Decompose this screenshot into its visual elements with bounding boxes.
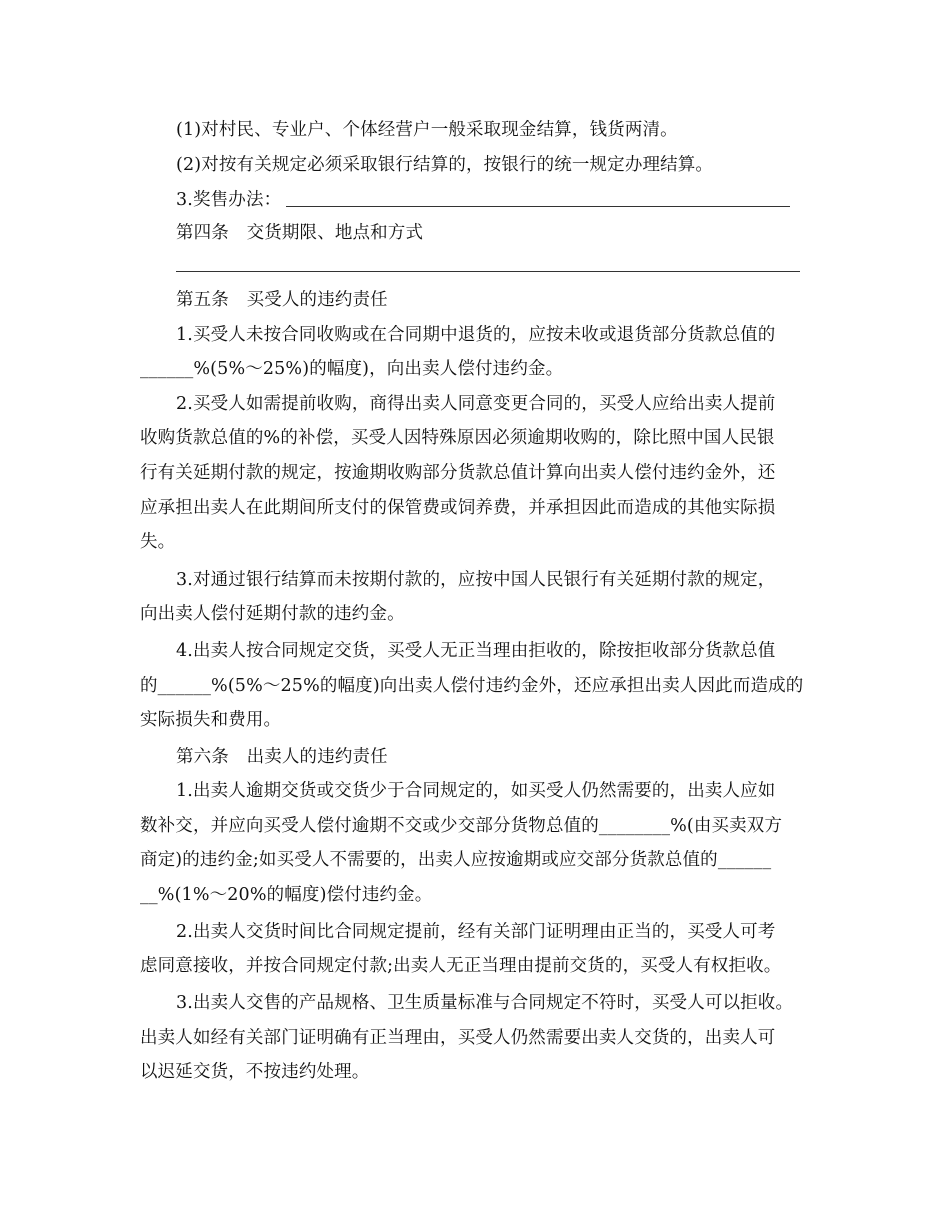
text-line: 2.出卖人交货时间比合同规定提前，经有关部门证明理由正当的，买受人可考: [176, 922, 776, 942]
text-line: 失。: [140, 532, 176, 552]
text-line: 虑同意接收，并按合同规定付款;出卖人无正当理由提前交货的，买受人有权拒收。: [140, 956, 782, 976]
text-line: 行有关延期付款的规定，按逾期收购部分货款总值计算向出卖人偿付违约金外，还: [140, 463, 776, 483]
text-line: 应承担出卖人在此期间所支付的保管费或饲养费，并承担因此而造成的其他实际损: [140, 498, 776, 518]
text-line: 商定)的违约金;如买受人不需要的，出卖人应按逾期或应交部分货款总值的______: [140, 850, 772, 870]
text-line: 以迟延交货，不按违约处理。: [140, 1062, 370, 1082]
text-line: 的______%(5%～25%的幅度)向出卖人偿付违约金外，还应承担出卖人因此而造成的: [140, 676, 804, 696]
text-line: 实际损失和费用。: [140, 710, 282, 730]
text-line: (1)对村民、专业户、个体经营户一般采取现金结算，钱货两清。: [176, 120, 678, 140]
section-heading: 第五条 买受人的违约责任: [176, 290, 388, 310]
text-line: 1.买受人未按合同收购或在合同期中退货的，应按未收或退货部分货款总值的: [176, 325, 776, 345]
text-line: 3.对通过银行结算而未按期付款的，应按中国人民银行有关延期付款的规定，: [176, 570, 776, 590]
section-heading: 第六条 出卖人的违约责任: [176, 747, 388, 767]
text-line: (2)对按有关规定必须采取银行结算的，按银行的统一规定办理结算。: [176, 155, 714, 175]
text-line: 4.出卖人按合同规定交货，买受人无正当理由拒收的，除按拒收部分货款总值: [176, 641, 776, 661]
text-line: ______%(5%～25%)的幅度)，向出卖人偿付违约金。: [140, 359, 564, 379]
fill-in-blank-line: [286, 206, 790, 207]
text-line: 向出卖人偿付延期付款的违约金。: [140, 604, 405, 624]
section-heading: 第四条 交货期限、地点和方式: [176, 223, 424, 243]
text-line: __%(1%～20%的幅度)偿付违约金。: [140, 885, 433, 905]
text-line: 收购货款总值的%的补偿，买受人因特殊原因必须逾期收购的，除比照中国人民银: [140, 428, 775, 448]
text-line: 3.出卖人交售的产品规格、卫生质量标准与合同规定不符时，买受人可以拒收。: [176, 993, 794, 1013]
text-line: 2.买受人如需提前收购，商得出卖人同意变更合同的，买受人应给出卖人提前: [176, 394, 776, 414]
fill-in-blank-line: [176, 271, 800, 272]
text-line: 出卖人如经有关部门证明确有正当理由，买受人仍然需要出卖人交货的，出卖人可: [140, 1028, 776, 1048]
text-line: 3.奖售办法：: [176, 190, 282, 210]
text-line: 1.出卖人逾期交货或交货少于合同规定的，如买受人仍然需要的，出卖人应如: [176, 781, 776, 801]
text-line: 数补交，并应向买受人偿付逾期不交或少交部分货物总值的________%(由买卖双方: [140, 816, 783, 836]
